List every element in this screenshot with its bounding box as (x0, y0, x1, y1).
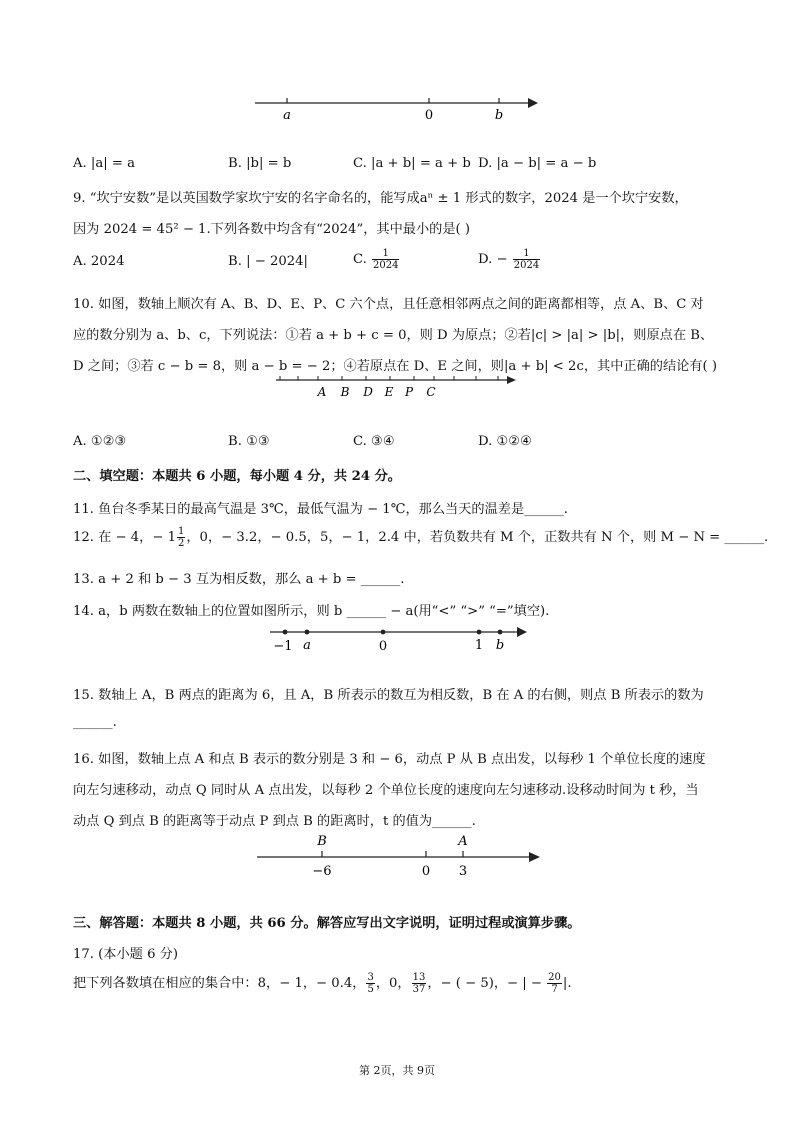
label-1: 1 (474, 638, 484, 653)
label-neg6: −6 (312, 864, 332, 879)
q17-text: 把下列各数填在相应的集合中：8，− 1，− 0.4， $\frac{3}{5}$ ，0， $\frac{13}{37}$ ，− ( − 5)，− | − $\frac{20}{7}$ |. (73, 972, 572, 995)
label-0: 0 (378, 639, 388, 654)
q16-line3: 动点 Q 到点 B 的距离等于动点 P 到点 B 的距离时，t 的值为______. (73, 814, 476, 829)
label-3: 3 (458, 864, 468, 879)
q9-option-a[interactable]: A. 2024 (73, 254, 125, 269)
q10-option-d[interactable]: D. ①②④ (478, 434, 532, 449)
label-b: b (495, 638, 505, 653)
label-0: 0 (421, 864, 431, 879)
q9-line1: 9. “坎宁安数”是以英国数学家坎宁安的名字命名的，能写成aⁿ ± 1 形式的数字，2024 是一个坎宁安数， (73, 191, 688, 206)
label-a: a (283, 108, 291, 123)
label-B: B (340, 385, 350, 399)
q14-text: 14. a，b 两数在数轴上的位置如图所示，则 b ______ − a(用“<” “>” “=”填空). (73, 604, 550, 619)
q9-options (73, 248, 733, 280)
page-footer: 第 2页，共 9页 (359, 1064, 435, 1077)
arrow-icon (528, 98, 538, 108)
arrow-icon (507, 376, 516, 384)
q8-option-d[interactable]: D. |a − b| = a − b (478, 156, 597, 171)
q10-line3: D 之间；③若 c − b = 8，则 a − b = − 2；④若原点在 D、E 之间，则|a + b| < 2c，其中正确的结论有( ) (73, 359, 717, 374)
q17-title: 17. (本小题 6 分) (73, 947, 178, 962)
label-A: A (458, 834, 468, 849)
q8-option-b[interactable]: B. |b| = b (228, 156, 292, 171)
arrow-icon (517, 627, 527, 637)
q9-option-b[interactable]: B. | − 2024| (228, 254, 308, 269)
q12-text: 12. 在 − 4，− 1 $\frac{1}{2}$ ，0，− 3.2，− 0.5，5，− 1，2.4 中，若负数共有 M 个，正数共有 N 个，则 M − N = ______. (73, 526, 769, 549)
q15-line2: ______. (73, 715, 117, 730)
label-C: C (426, 385, 436, 399)
label-E: E (384, 385, 394, 399)
label-D: D (363, 385, 373, 399)
q8-options (73, 156, 733, 176)
label-B: B (317, 834, 327, 849)
q10-line2: 应的数分别为 a、b、c，下列说法：①若 a + b + c = 0，则 D 为原点；②若|c| > |a| > |b|，则原点在 B、 (73, 328, 714, 343)
q16-line1: 16. 如图，数轴上点 A 和点 B 表示的数分别是 3 和 − 6，动点 P 从 B 点出发，以每秒 1 个单位长度的速度 (73, 752, 706, 767)
q10-option-a[interactable]: A. ①②③ (73, 434, 127, 449)
number-line-figure-q10 (272, 372, 532, 402)
q13-text: 13. a + 2 和 b − 3 互为相反数，那么 a + b = ______. (73, 572, 405, 587)
number-line-figure-q16 (252, 832, 552, 878)
label-P: P (404, 385, 414, 399)
arrow-icon (529, 852, 540, 862)
q16-line2: 向左匀速移动，动点 Q 同时从 A 点出发，以每秒 2 个单位长度的速度向左匀速移动.设移动时间为 t 秒，当 (73, 783, 699, 798)
label-A: A (317, 385, 327, 399)
label-b: b (494, 108, 504, 123)
q9-option-d[interactable]: D. − $\frac{1}{2024}$ (478, 248, 540, 271)
q8-option-c[interactable]: C. |a + b| = a + b (353, 156, 471, 171)
section3-heading: 三、解答题：本题共 8 小题，共 66 分。解答应写出文字说明，证明过程或演算步骤。 (73, 916, 581, 931)
q11-text: 11. 鱼台冬季某日的最高气温是 3℃，最低气温为 − 1℃，那么当天的温差是______. (73, 502, 568, 517)
label-neg1: −1 (273, 639, 293, 654)
number-line-figure-q14 (265, 622, 535, 656)
q10-option-c[interactable]: C. ③④ (353, 434, 395, 449)
q9-option-c[interactable]: C. $\frac{1}{2024}$ (353, 248, 399, 271)
q10-options (73, 434, 733, 454)
q8-option-a[interactable]: A. |a| = a (73, 156, 135, 171)
section2-heading: 二、填空题：本题共 6 小题，每小题 4 分，共 24 分。 (73, 469, 401, 484)
q10-line1: 10. 如图，数轴上顺次有 A、B、D、E、P、C 六个点，且任意相邻两点之间的距离都相等，点 A、B、C 对 (73, 297, 704, 312)
q9-line2: 因为 2024 = 45² − 1.下列各数中均含有“2024”，其中最小的是( ) (73, 222, 470, 237)
label-0: 0 (424, 108, 434, 123)
number-line-figure-top (250, 92, 550, 128)
label-a: a (303, 638, 311, 653)
q15-line1: 15. 数轴上 A，B 两点的距离为 6，且 A，B 所表示的数互为相反数，B 在 A 的右侧，则点 B 所表示的数为 (73, 688, 704, 703)
q10-option-b[interactable]: B. ①③ (228, 434, 270, 449)
